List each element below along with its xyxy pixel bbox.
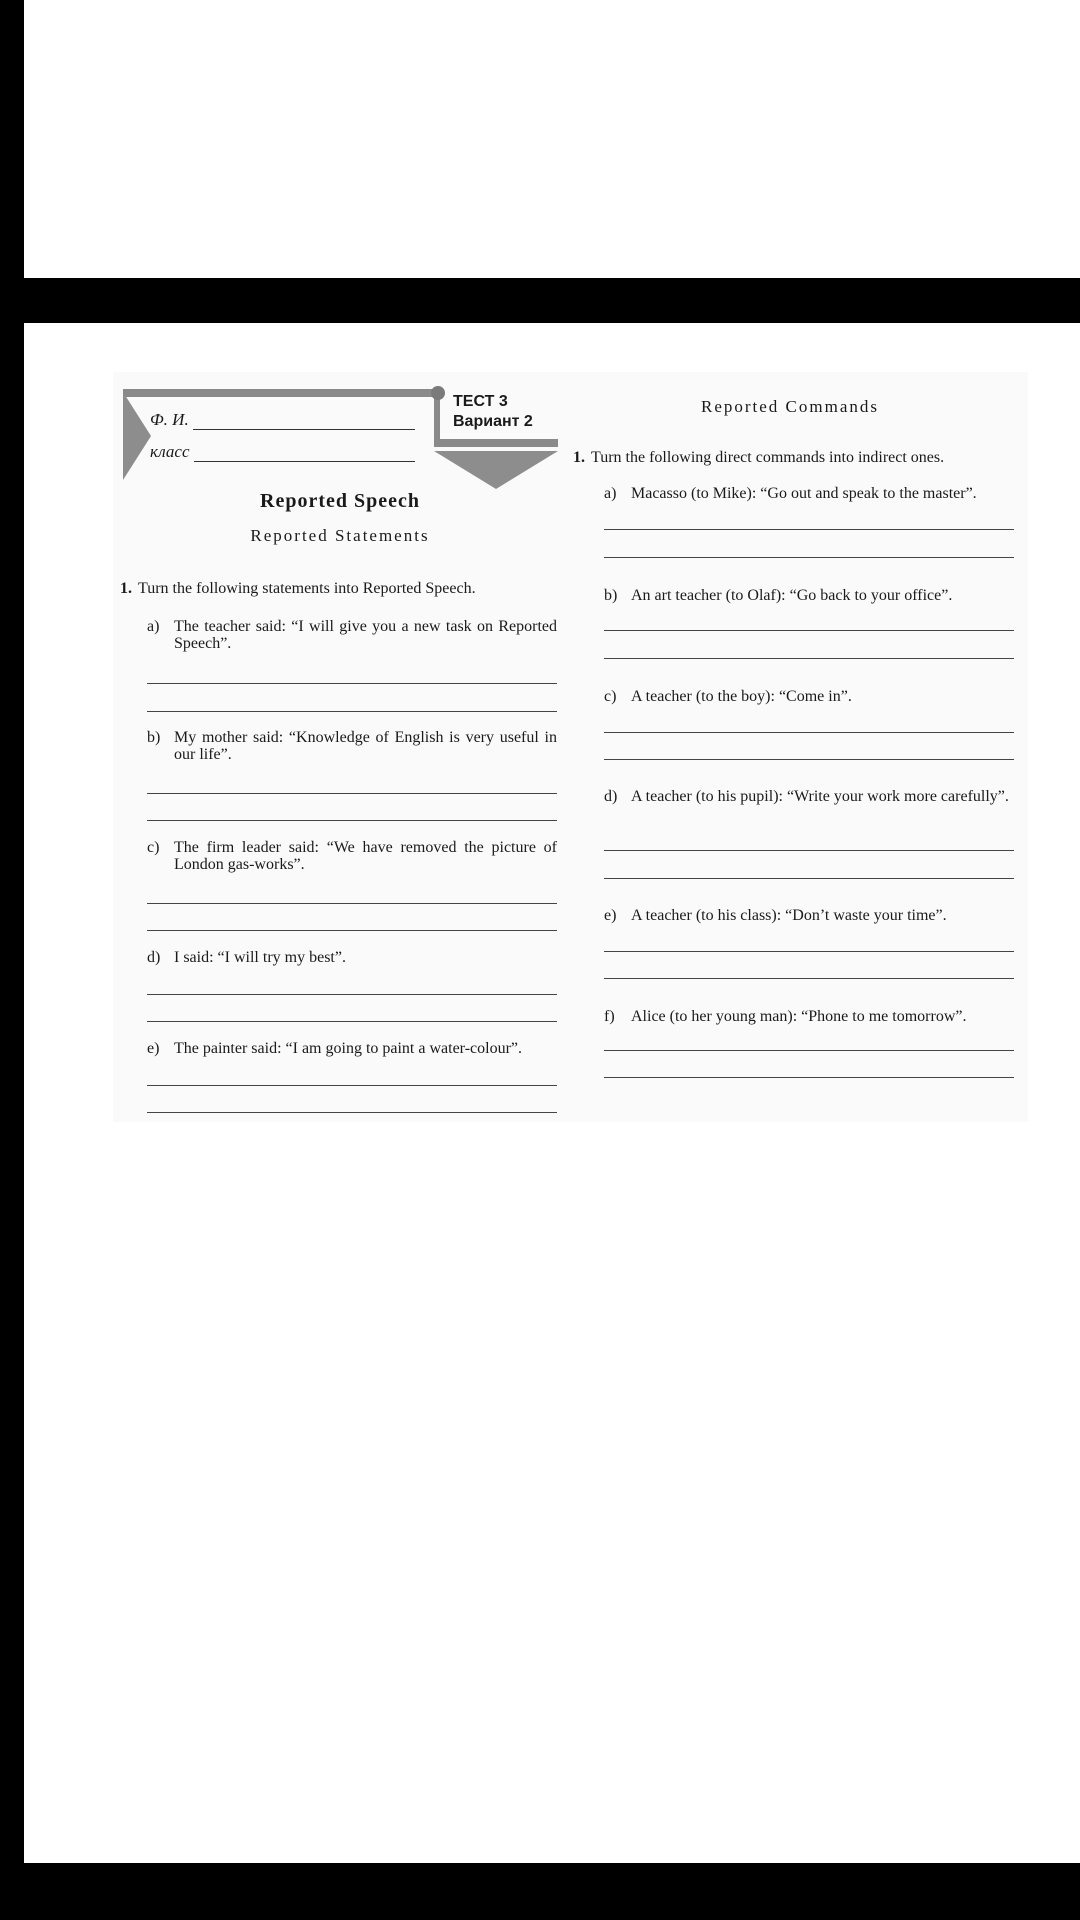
item-text: A teacher (to his pupil): “Write your work more carefully”. [631,788,1009,805]
left-task-instruction [120,580,560,598]
test-label-block [453,392,533,432]
right-subtitle: Reported Commands [700,397,879,416]
answer-line[interactable] [147,930,557,931]
header-banner-arrow [434,451,558,489]
right-item-a [604,485,1014,502]
right-task-instruction [573,449,1023,467]
item-letter: c) [147,839,160,856]
item-text: The painter said: “I am going to paint a water-colour”. [174,1040,522,1057]
right-item-b [604,587,1014,604]
answer-line[interactable] [147,683,557,684]
variant-label: Вариант 2 [453,413,533,430]
class-field[interactable] [150,442,415,462]
answer-line[interactable] [604,878,1014,879]
item-text: I said: “I will try my best”. [174,949,346,966]
item-letter: a) [147,618,160,635]
name-field-line [193,415,415,430]
item-letter: b) [604,587,618,604]
class-field-label: класс [150,442,190,461]
answer-line[interactable] [604,557,1014,558]
item-letter: b) [147,729,161,746]
item-letter: d) [147,949,161,966]
name-field[interactable] [150,410,415,430]
answer-line[interactable] [147,1112,557,1113]
item-letter: e) [147,1040,160,1057]
answer-line[interactable] [604,1050,1014,1051]
page-title: Reported Speech [260,490,420,512]
item-text: Alice (to her young man): “Phone to me tomorrow”. [631,1008,967,1025]
test-number: ТЕСТ 3 [453,393,508,410]
item-text: Macasso (to Mike): “Go out and speak to the master”. [631,485,977,502]
left-subtitle: Reported Statements [250,526,430,545]
right-task-text: Turn the following direct commands into indirect ones. [591,449,945,466]
left-item-e [147,1040,557,1057]
class-field-line [194,447,415,462]
left-task-number: 1. [120,580,132,597]
answer-line[interactable] [604,850,1014,851]
item-text: A teacher (to his class): “Don’t waste your time”. [631,907,947,924]
item-letter: c) [604,688,617,705]
item-text: An art teacher (to Olaf): “Go back to your office”. [631,587,953,604]
answer-line[interactable] [604,529,1014,530]
answer-line[interactable] [604,951,1014,952]
answer-line[interactable] [147,793,557,794]
item-text: My mother said: “Knowledge of English is very useful in our life”. [174,729,557,763]
left-item-a [147,618,557,652]
item-letter: d) [604,788,618,805]
answer-line[interactable] [604,978,1014,979]
header-banner-triangle [123,392,151,480]
answer-line[interactable] [604,658,1014,659]
answer-line[interactable] [604,732,1014,733]
answer-line[interactable] [604,759,1014,760]
item-text: The firm leader said: “We have removed the picture of London gas-works”. [174,839,557,873]
item-text: A teacher (to the boy): “Come in”. [631,688,852,705]
right-item-d [604,788,1014,805]
answer-line[interactable] [147,1085,557,1086]
left-item-c [147,839,557,873]
right-task-number: 1. [573,449,585,466]
right-item-e [604,907,1014,924]
right-item-c [604,688,1014,705]
item-text: The teacher said: “I will give you a new task on Reported Speech”. [174,618,557,652]
answer-line[interactable] [147,820,557,821]
page-top-sheet [24,0,1080,278]
item-letter: e) [604,907,617,924]
answer-line[interactable] [147,711,557,712]
left-task-text: Turn the following statements into Reported Speech. [138,580,476,597]
item-letter: a) [604,485,617,502]
answer-line[interactable] [604,630,1014,631]
name-field-label: Ф. И. [150,410,189,429]
answer-line[interactable] [604,1077,1014,1078]
item-letter: f) [604,1008,615,1025]
answer-line[interactable] [147,1021,557,1022]
header-banner-knob [431,386,445,400]
answer-line[interactable] [147,903,557,904]
header-banner-bar [123,389,438,397]
left-item-d [147,949,557,966]
left-item-b [147,729,557,763]
header-banner-ledge [434,439,558,447]
answer-line[interactable] [147,994,557,995]
right-item-f [604,1008,1014,1025]
